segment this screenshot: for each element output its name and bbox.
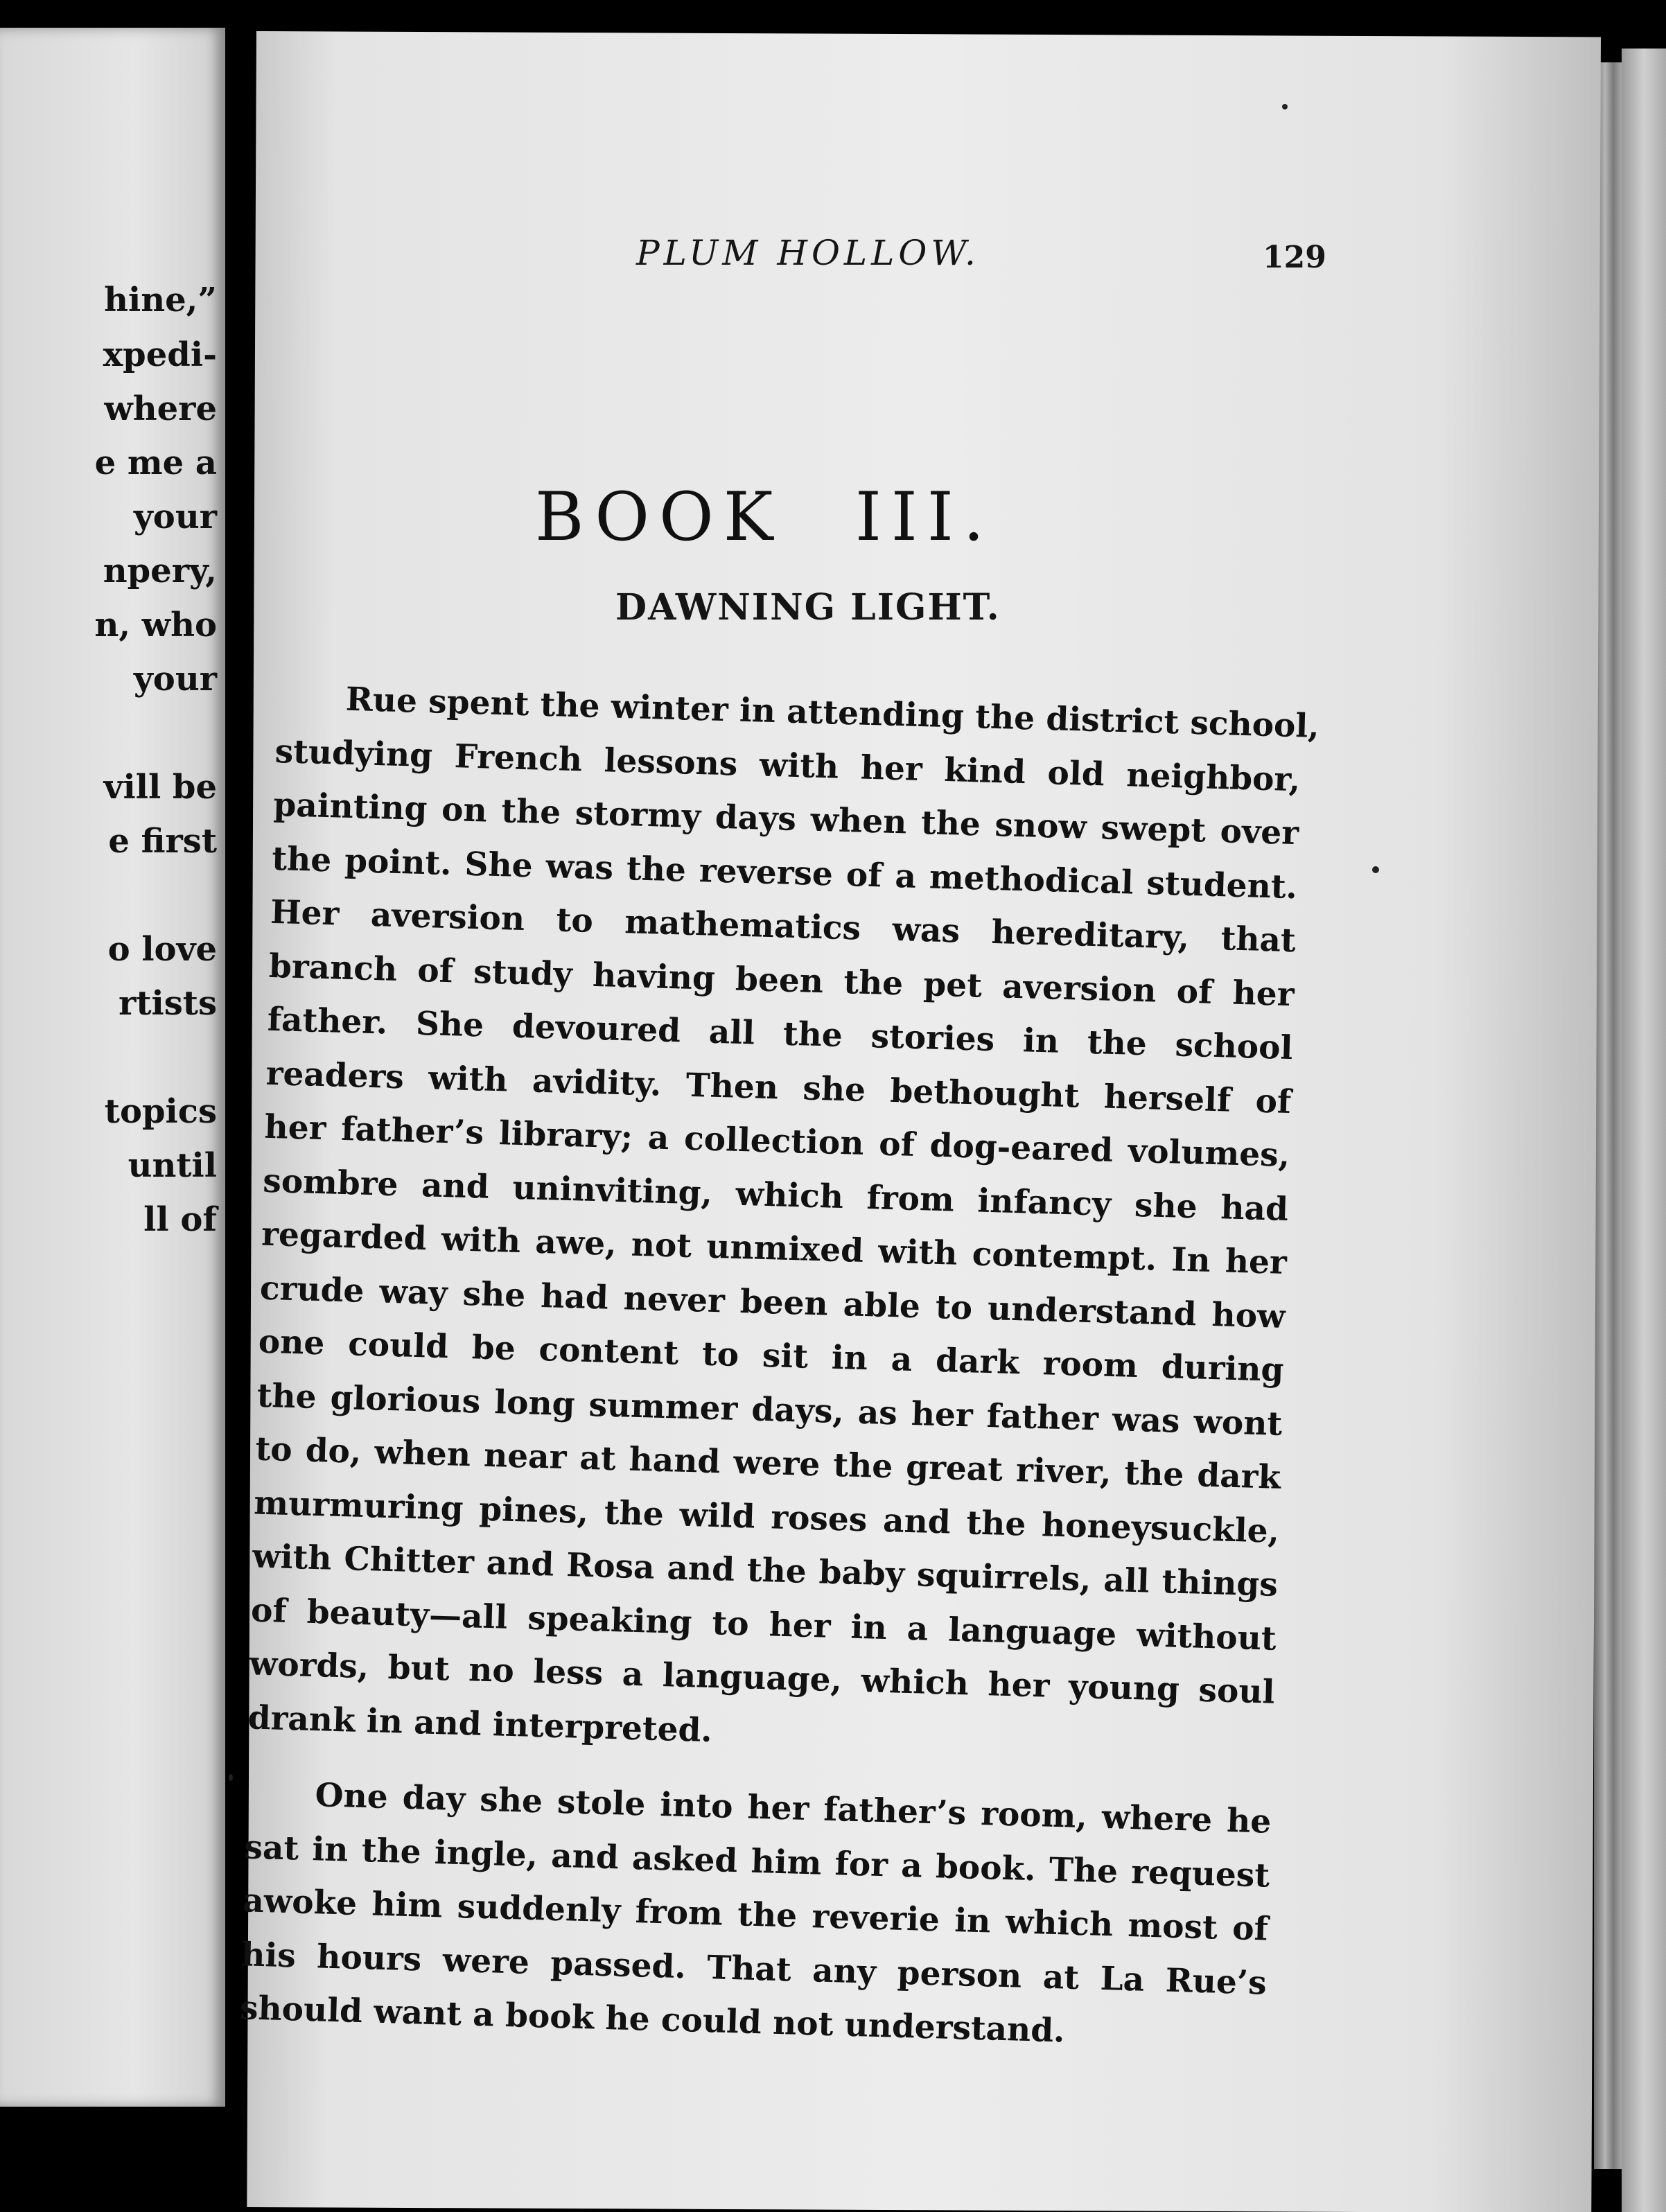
previous-page-line: your <box>133 498 217 536</box>
previous-page-line: hine,” <box>104 281 217 319</box>
text-line: the glorious long summer days, as her father was wont <box>256 1376 1283 1443</box>
text-line: One day she stole into her father’s room, where he <box>314 1776 1272 1841</box>
text-line: branch of study having been the pet aversion of her <box>268 947 1295 1014</box>
text-line: Her aversion to mathematics was hereditary, that <box>270 893 1297 960</box>
text-line: studying French lessons with her kind old neighbor, <box>274 732 1301 799</box>
previous-page-line: npery, <box>103 552 217 590</box>
previous-page-line: topics <box>104 1092 217 1131</box>
paragraph <box>239 1766 1272 2064</box>
text-line: her father’s library; a collection of dog-eared volumes, <box>263 1107 1290 1175</box>
text-line: should want a book he could not understand. <box>239 1989 1066 2051</box>
previous-page-line: e me a <box>94 444 217 482</box>
text-line: painting on the stormy days when the snow swept over <box>272 785 1299 853</box>
text-line: sombre and uninviting, which from infancy she had <box>262 1161 1289 1229</box>
scan-speck <box>1372 866 1379 873</box>
page-number: 129 <box>1263 240 1326 275</box>
text-line: sat in the ingle, and asked him for a book. The request <box>243 1827 1270 1895</box>
book-title: BOOK III. <box>535 478 994 556</box>
scan-speck <box>1282 104 1288 109</box>
text-line: readers with avidity. Then she bethought herself of <box>265 1054 1292 1121</box>
previous-page-fragment <box>0 28 225 2107</box>
text-line: drank in and interpreted. <box>247 1698 713 1750</box>
text-line: the point. She was the reverse of a methodical student. <box>271 839 1298 906</box>
chapter-title: DAWNING LIGHT. <box>615 586 1001 629</box>
text-line: father. She devoured all the stories in the school <box>267 1000 1294 1068</box>
previous-page-line: e first <box>108 822 217 861</box>
previous-page-line: o love <box>107 930 217 969</box>
previous-page-line: vill be <box>103 768 217 807</box>
text-line: one could be content to sit in a dark room during <box>258 1322 1285 1389</box>
text-line: murmuring pines, the wild roses and the honeysuckle, <box>253 1484 1280 1551</box>
previous-page-line: your <box>133 660 217 699</box>
paragraph <box>247 671 1320 1773</box>
text-line: crude way she had never been able to understand how <box>259 1269 1286 1336</box>
previous-page-line: until <box>128 1146 217 1185</box>
previous-page-line: n, who <box>94 606 217 644</box>
text-line: words, but no less a language, which her young soul <box>249 1644 1276 1712</box>
text-line: with Chitter and Rosa and the baby squirrels, all things <box>252 1537 1279 1604</box>
previous-page-line: rtists <box>119 984 217 1023</box>
previous-page-line: xpedi- <box>103 335 217 374</box>
running-head: PLUM HOLLOW. <box>636 233 980 273</box>
previous-page-line: ll of <box>143 1200 217 1239</box>
text-line: to do, when near at hand were the great river, the dark <box>254 1430 1281 1497</box>
page-stack-edge <box>1622 49 1666 2212</box>
text-line: his hours were passed. That any person at La Rue’s <box>240 1935 1268 2003</box>
text-line: of beauty—all speaking to her in a language without <box>250 1590 1277 1658</box>
body-text <box>239 671 1320 2064</box>
text-line: regarded with awe, not unmixed with contempt. In her <box>261 1215 1288 1282</box>
scan-speck <box>229 1774 233 1781</box>
previous-page-line: where <box>104 389 217 428</box>
text-line: awoke him suddenly from the reverie in which most of <box>242 1881 1269 1949</box>
text-line: Rue spent the winter in attending the district school, <box>345 680 1320 746</box>
